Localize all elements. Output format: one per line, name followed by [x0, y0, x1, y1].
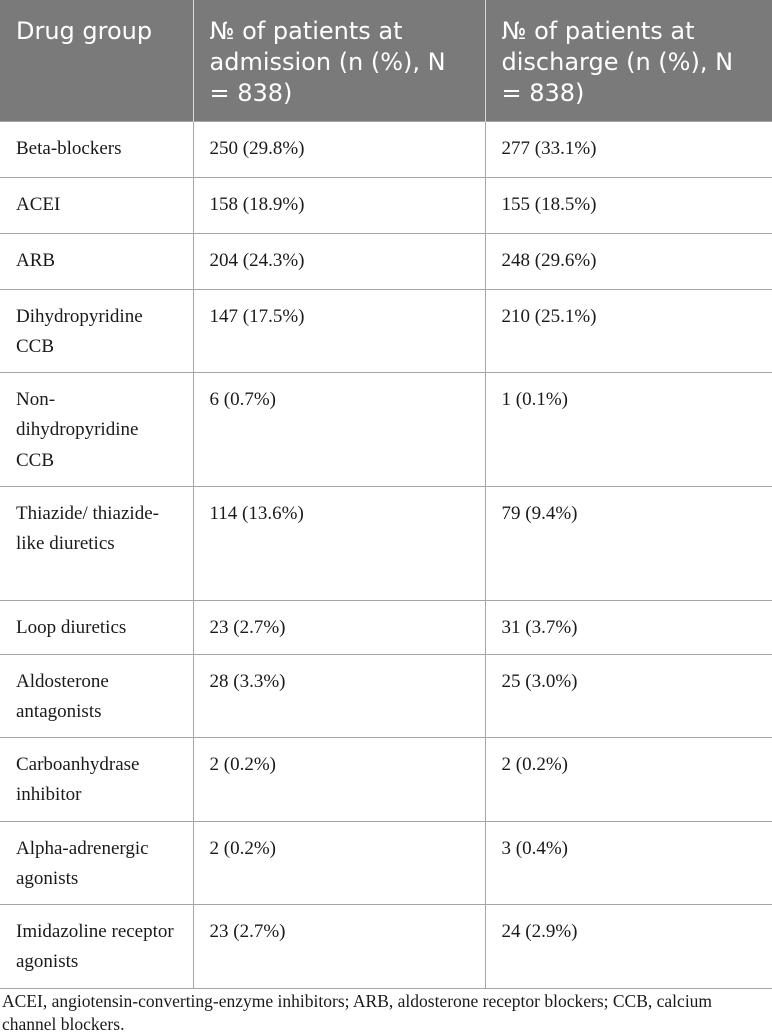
cell-discharge: 1 (0.1%) [485, 372, 772, 486]
table-row [0, 289, 772, 372]
cell-discharge: 2 (0.2%) [485, 737, 772, 821]
header-admission: № of patients at admission (n (%), N = 838) [193, 0, 485, 121]
cell-drug-group: Aldosterone antagonists [0, 654, 193, 737]
cell-admission: 2 (0.2%) [193, 737, 485, 821]
cell-discharge: 3 (0.4%) [485, 821, 772, 904]
table-row [0, 486, 772, 600]
cell-discharge: 31 (3.7%) [485, 600, 772, 654]
cell-drug-group: Loop diuretics [0, 600, 193, 654]
cell-admission: 147 (17.5%) [193, 289, 485, 372]
table-row [0, 600, 772, 654]
cell-admission: 114 (13.6%) [193, 486, 485, 600]
cell-admission: 23 (2.7%) [193, 600, 485, 654]
cell-discharge: 248 (29.6%) [485, 233, 772, 289]
cell-drug-group: Beta-blockers [0, 121, 193, 177]
cell-admission: 23 (2.7%) [193, 904, 485, 988]
cell-discharge: 277 (33.1%) [485, 121, 772, 177]
header-row [0, 0, 772, 121]
cell-drug-group: Imidazoline receptor agonists [0, 904, 193, 988]
cell-discharge: 155 (18.5%) [485, 177, 772, 233]
table-row [0, 177, 772, 233]
cell-drug-group: Alpha-adrenergic agonists [0, 821, 193, 904]
header-drug-group: Drug group [0, 0, 193, 121]
cell-drug-group: Carboanhydrase inhibitor [0, 737, 193, 821]
cell-admission: 158 (18.9%) [193, 177, 485, 233]
cell-admission: 204 (24.3%) [193, 233, 485, 289]
cell-drug-group: ACEI [0, 177, 193, 233]
table-row [0, 372, 772, 486]
cell-discharge: 25 (3.0%) [485, 654, 772, 737]
cell-admission: 250 (29.8%) [193, 121, 485, 177]
table-body [0, 121, 772, 988]
cell-drug-group: Non-dihydropyridine CCB [0, 372, 193, 486]
cell-discharge: 210 (25.1%) [485, 289, 772, 372]
cell-discharge: 79 (9.4%) [485, 486, 772, 600]
cell-admission: 28 (3.3%) [193, 654, 485, 737]
table-row [0, 654, 772, 737]
header-discharge: № of patients at discharge (n (%), N = 838) [485, 0, 772, 121]
table-row [0, 737, 772, 821]
cell-discharge: 24 (2.9%) [485, 904, 772, 988]
table-footnote: ACEI, angiotensin-converting-enzyme inhibitors; ARB, aldosterone receptor blockers; CCB, calcium channel blockers. [2, 991, 713, 1034]
table-row [0, 121, 772, 177]
table-header [0, 0, 772, 121]
cell-drug-group: ARB [0, 233, 193, 289]
cell-admission: 2 (0.2%) [193, 821, 485, 904]
table-row [0, 233, 772, 289]
table-row [0, 821, 772, 904]
table-row [0, 904, 772, 988]
cell-drug-group: Thiazide/ thiazide-like diuretics [0, 486, 193, 600]
cell-admission: 6 (0.7%) [193, 372, 485, 486]
cell-drug-group: Dihydropyridine CCB [0, 289, 193, 372]
